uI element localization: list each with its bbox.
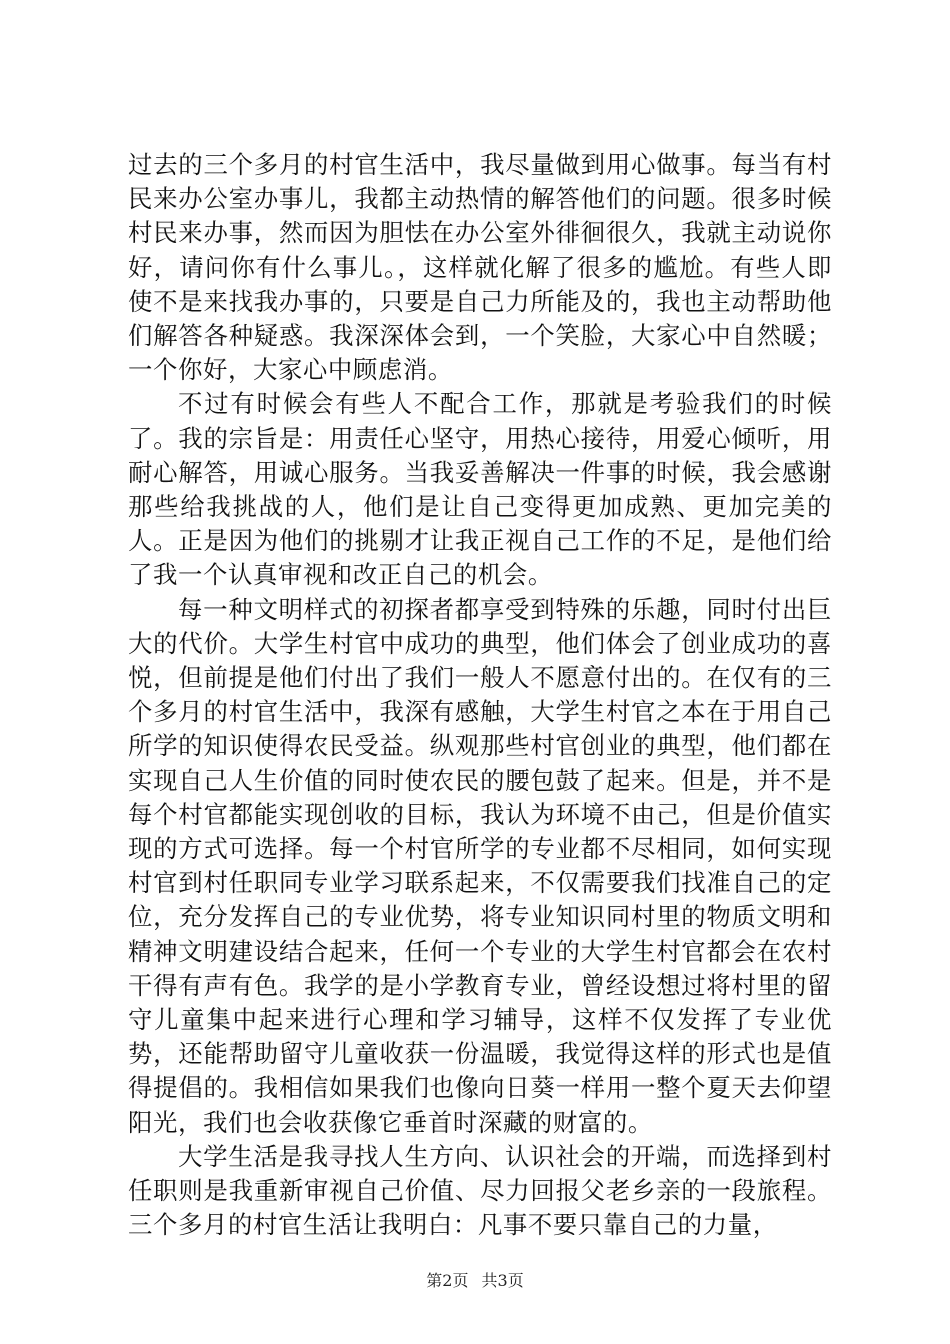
paragraph-1: 过去的三个多月的村官生活中，我尽量做到用心做事。每当有村民来办公室办事儿，我都主动热情的解答他们的问题。很多时候村民来办事，然而因为胆怯在办公室外徘徊很久，我就主动说你好，请问你有什么事儿。，这样就化解了很多的尴尬。有些人即使不是来找我办事的，只要是自己力所能及的，我也主动帮助他们解答各种疑惑。我深深体会到，一个笑脸，大家心中自然暖；一个你好，大家心中顾虑消。 bbox=[128, 150, 832, 385]
paragraph-3: 每一种文明样式的初探者都享受到特殊的乐趣，同时付出巨大的代价。大学生村官中成功的典型，他们体会了创业成功的喜悦，但前提是他们付出了我们一般人不愿意付出的。在仅有的三个多月的村官生活中，我深有感触，大学生村官之本在于用自己所学的知识使得农民受益。纵观那些村官创业的典型，他们都在实现自己人生价值的同时使农民的腰包鼓了起来。但是，并不是每个村官都能实现创收的目标，我认为环境不由己，但是价值实现的方式可选择。每一个村官所学的专业都不尽相同，如何实现村官到村任职同专业学习联系起来，不仅需要我们找准自己的定位，充分发挥自己的专业优势，将专业知识同村里的物质文明和精神文明建设结合起来，任何一个专业的大学生村官都会在农村干得有声有色。我学的是小学教育专业，曾经设想过将村里的留守儿童集中起来进行心理和学习辅导，这样不仅发挥了专业优势，还能帮助留守儿童收获一份温暖，我觉得这样的形式也是值得提倡的。我相信如果我们也像向日葵一样用一整个夏天去仰望阳光，我们也会收获像它垂首时深藏的财富的。 bbox=[128, 594, 832, 1137]
page-total: 共3页 bbox=[481, 1271, 524, 1290]
page-number: 第2页 bbox=[426, 1271, 469, 1290]
paragraph-2: 不过有时候会有些人不配合工作，那就是考验我们的时候了。我的宗旨是：用责任心坚守，用热心接待，用爱心倾听，用耐心解答，用诚心服务。当我妥善解决一件事的时候，我会感谢那些给我挑战的人，他们是让自己变得更加成熟、更加完美的人。正是因为他们的挑剔才让我正视自己工作的不足，是他们给了我一个认真审视和改正自己的机会。 bbox=[128, 389, 832, 590]
page-footer bbox=[0, 1268, 950, 1291]
document-body bbox=[128, 148, 832, 1243]
paragraph-4: 大学生活是我寻找人生方向、认识社会的开端，而选择到村任职则是我重新审视自己价值、尽力回报父老乡亲的一段旅程。三个多月的村官生活让我明白：凡事不要只靠自己的力量， bbox=[128, 1141, 832, 1240]
